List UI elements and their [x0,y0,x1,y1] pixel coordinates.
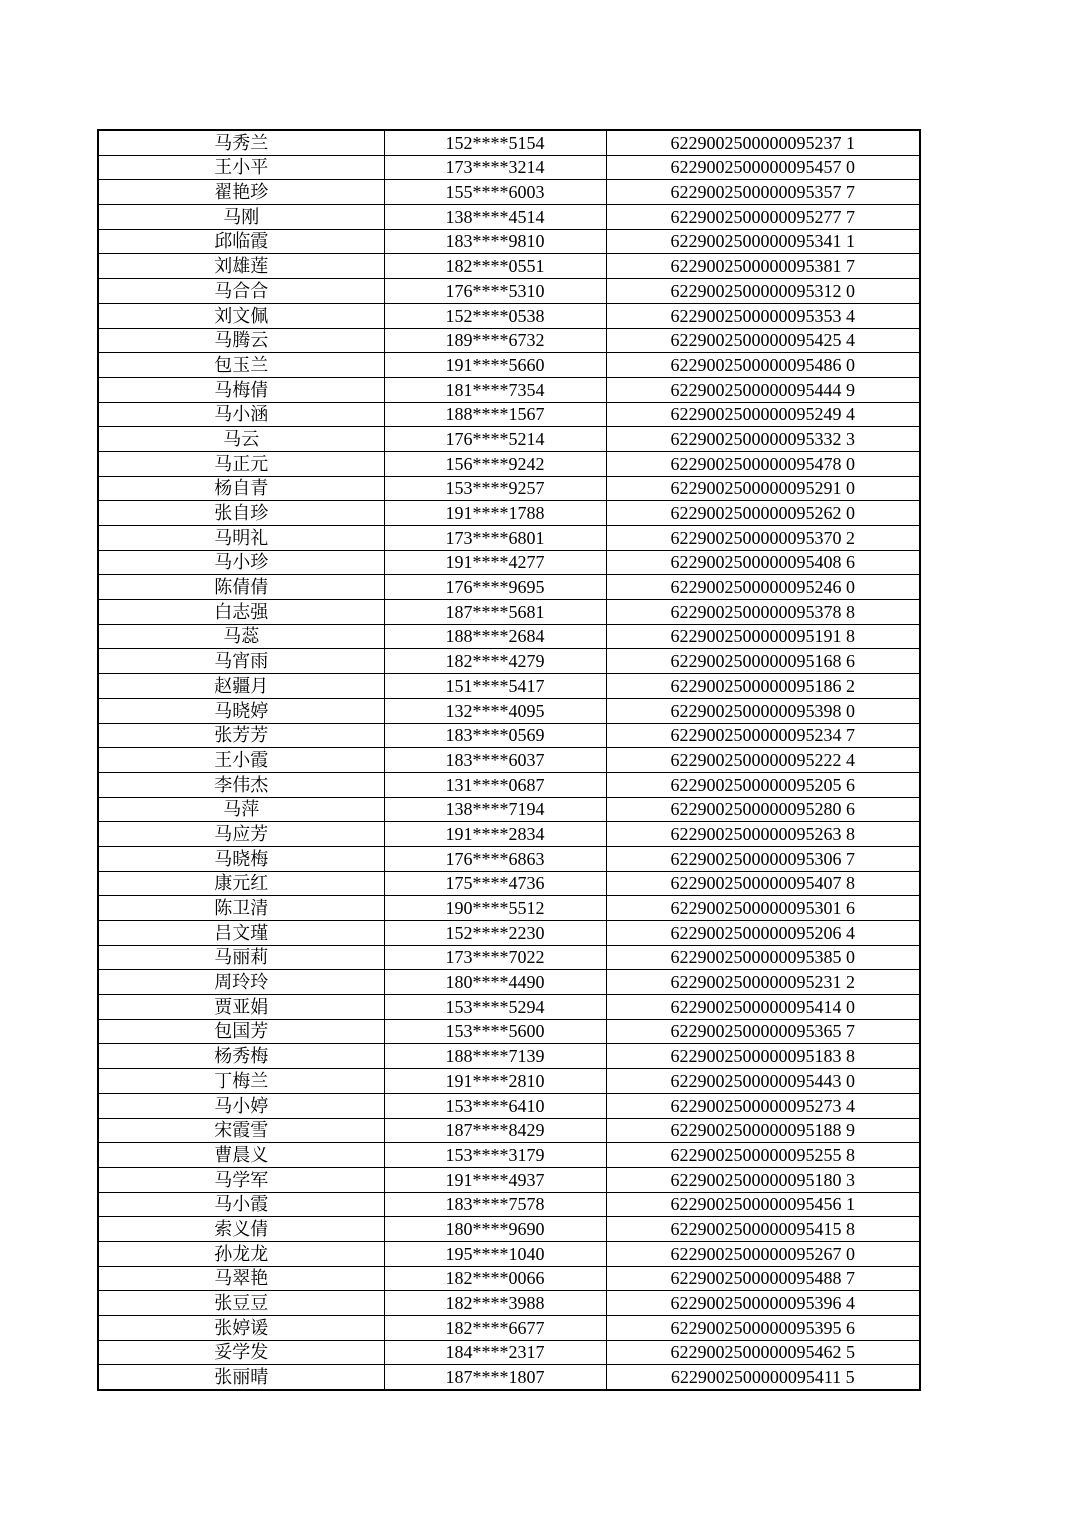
phone-cell: 187****5681 [384,600,606,625]
card-number-cell: 6229002500000095407 8 [606,871,920,896]
card-number-cell: 6229002500000095332 3 [606,427,920,452]
table-row [98,575,920,600]
table-row [98,402,920,427]
name-cell: 马合合 [98,279,384,304]
phone-cell: 191****1788 [384,501,606,526]
card-number-cell: 6229002500000095249 4 [606,402,920,427]
name-cell: 妥学发 [98,1340,384,1365]
table-row [98,1019,920,1044]
table-row [98,649,920,674]
table-row [98,970,920,995]
name-cell: 马翠艳 [98,1266,384,1291]
name-cell: 曹晨义 [98,1143,384,1168]
name-cell: 周玲玲 [98,970,384,995]
table-row [98,723,920,748]
phone-cell: 191****4277 [384,550,606,575]
card-number-cell: 6229002500000095205 6 [606,772,920,797]
table-row [98,600,920,625]
name-cell: 马小婷 [98,1093,384,1118]
name-cell: 赵疆月 [98,674,384,699]
phone-cell: 176****9695 [384,575,606,600]
name-cell: 马小霞 [98,1192,384,1217]
phone-cell: 182****6677 [384,1316,606,1341]
table-row [98,254,920,279]
name-cell: 马小珍 [98,550,384,575]
card-number-cell: 6229002500000095262 0 [606,501,920,526]
card-number-cell: 6229002500000095168 6 [606,649,920,674]
name-cell: 邱临霞 [98,229,384,254]
card-number-cell: 6229002500000095312 0 [606,279,920,304]
card-number-cell: 6229002500000095353 4 [606,303,920,328]
card-number-cell: 6229002500000095180 3 [606,1167,920,1192]
card-number-cell: 6229002500000095378 8 [606,600,920,625]
table-row [98,772,920,797]
name-cell: 王小霞 [98,748,384,773]
card-number-cell: 6229002500000095301 6 [606,896,920,921]
card-number-cell: 6229002500000095486 0 [606,353,920,378]
table-row [98,846,920,871]
name-cell: 马学军 [98,1167,384,1192]
name-cell: 马正元 [98,451,384,476]
phone-cell: 153****3179 [384,1143,606,1168]
table-row [98,674,920,699]
phone-cell: 187****1807 [384,1365,606,1390]
phone-cell: 183****7578 [384,1192,606,1217]
phone-cell: 152****0538 [384,303,606,328]
card-number-cell: 6229002500000095263 8 [606,822,920,847]
table-row [98,180,920,205]
card-number-cell: 6229002500000095255 8 [606,1143,920,1168]
phone-cell: 138****4514 [384,205,606,230]
table-row [98,476,920,501]
card-number-cell: 6229002500000095381 7 [606,254,920,279]
name-cell: 马云 [98,427,384,452]
name-cell: 包国芳 [98,1019,384,1044]
card-number-cell: 6229002500000095231 2 [606,970,920,995]
card-number-cell: 6229002500000095277 7 [606,205,920,230]
phone-cell: 190****5512 [384,896,606,921]
name-cell: 杨自青 [98,476,384,501]
card-number-cell: 6229002500000095385 0 [606,945,920,970]
table-row [98,945,920,970]
phone-cell: 152****2230 [384,921,606,946]
name-cell: 马萍 [98,797,384,822]
table-row [98,921,920,946]
card-number-cell: 6229002500000095291 0 [606,476,920,501]
table-row [98,748,920,773]
card-number-cell: 6229002500000095488 7 [606,1266,920,1291]
phone-cell: 180****9690 [384,1217,606,1242]
table-row [98,303,920,328]
name-cell: 丁梅兰 [98,1069,384,1094]
table-row [98,1340,920,1365]
table-row [98,1365,920,1390]
card-number-cell: 6229002500000095191 8 [606,624,920,649]
phone-cell: 183****6037 [384,748,606,773]
table-row [98,1143,920,1168]
card-number-cell: 6229002500000095414 0 [606,995,920,1020]
table-row [98,1217,920,1242]
phone-cell: 173****3214 [384,155,606,180]
card-number-cell: 6229002500000095341 1 [606,229,920,254]
phone-cell: 183****9810 [384,229,606,254]
card-number-cell: 6229002500000095222 4 [606,748,920,773]
card-number-cell: 6229002500000095457 0 [606,155,920,180]
phone-cell: 131****0687 [384,772,606,797]
table-row [98,896,920,921]
table-row [98,279,920,304]
card-number-cell: 6229002500000095425 4 [606,328,920,353]
phone-cell: 189****6732 [384,328,606,353]
table-row [98,1266,920,1291]
name-cell: 马小涵 [98,402,384,427]
phone-cell: 155****6003 [384,180,606,205]
table-row [98,328,920,353]
table-row [98,205,920,230]
phone-cell: 176****6863 [384,846,606,871]
phone-cell: 176****5214 [384,427,606,452]
card-number-cell: 6229002500000095357 7 [606,180,920,205]
card-number-cell: 6229002500000095306 7 [606,846,920,871]
card-number-cell: 6229002500000095411 5 [606,1365,920,1390]
phone-cell: 153****9257 [384,476,606,501]
card-number-cell: 6229002500000095273 4 [606,1093,920,1118]
card-number-cell: 6229002500000095267 0 [606,1241,920,1266]
table-row [98,698,920,723]
name-cell: 马刚 [98,205,384,230]
card-number-cell: 6229002500000095398 0 [606,698,920,723]
table-row [98,130,920,155]
phone-cell: 176****5310 [384,279,606,304]
name-cell: 张豆豆 [98,1291,384,1316]
phone-cell: 187****8429 [384,1118,606,1143]
name-cell: 马蕊 [98,624,384,649]
name-cell: 张丽晴 [98,1365,384,1390]
card-number-cell: 6229002500000095456 1 [606,1192,920,1217]
name-cell: 刘雄莲 [98,254,384,279]
name-cell: 陈倩倩 [98,575,384,600]
table-row [98,1069,920,1094]
table-row [98,427,920,452]
name-cell: 白志强 [98,600,384,625]
name-cell: 张婷谖 [98,1316,384,1341]
table-row [98,451,920,476]
table-row [98,1167,920,1192]
table-row [98,155,920,180]
phone-cell: 184****2317 [384,1340,606,1365]
table-row [98,871,920,896]
name-cell: 宋霞雪 [98,1118,384,1143]
card-number-cell: 6229002500000095408 6 [606,550,920,575]
roster-table [97,129,921,1391]
name-cell: 包玉兰 [98,353,384,378]
phone-cell: 156****9242 [384,451,606,476]
table-row [98,353,920,378]
table-row [98,1118,920,1143]
card-number-cell: 6229002500000095365 7 [606,1019,920,1044]
roster-table-body [98,130,920,1390]
phone-cell: 191****2810 [384,1069,606,1094]
card-number-cell: 6229002500000095186 2 [606,674,920,699]
table-row [98,822,920,847]
table-row [98,1291,920,1316]
table-row [98,797,920,822]
phone-cell: 182****3988 [384,1291,606,1316]
table-row [98,550,920,575]
phone-cell: 191****4937 [384,1167,606,1192]
name-cell: 马应芳 [98,822,384,847]
table-row [98,1093,920,1118]
phone-cell: 188****1567 [384,402,606,427]
name-cell: 康元红 [98,871,384,896]
phone-cell: 181****7354 [384,377,606,402]
card-number-cell: 6229002500000095443 0 [606,1069,920,1094]
name-cell: 陈卫清 [98,896,384,921]
card-number-cell: 6229002500000095183 8 [606,1044,920,1069]
card-number-cell: 6229002500000095370 2 [606,526,920,551]
name-cell: 李伟杰 [98,772,384,797]
table-row [98,1241,920,1266]
phone-cell: 182****4279 [384,649,606,674]
name-cell: 索义倩 [98,1217,384,1242]
name-cell: 马腾云 [98,328,384,353]
table-row [98,624,920,649]
card-number-cell: 6229002500000095188 9 [606,1118,920,1143]
card-number-cell: 6229002500000095462 5 [606,1340,920,1365]
name-cell: 贾亚娟 [98,995,384,1020]
card-number-cell: 6229002500000095395 6 [606,1316,920,1341]
card-number-cell: 6229002500000095444 9 [606,377,920,402]
phone-cell: 188****2684 [384,624,606,649]
table-row [98,229,920,254]
phone-cell: 173****6801 [384,526,606,551]
table-row [98,501,920,526]
phone-cell: 153****5294 [384,995,606,1020]
name-cell: 张自珍 [98,501,384,526]
name-cell: 马晓婷 [98,698,384,723]
name-cell: 王小平 [98,155,384,180]
phone-cell: 188****7139 [384,1044,606,1069]
card-number-cell: 6229002500000095246 0 [606,575,920,600]
phone-cell: 132****4095 [384,698,606,723]
phone-cell: 182****0551 [384,254,606,279]
name-cell: 马秀兰 [98,130,384,155]
table-row [98,526,920,551]
phone-cell: 180****4490 [384,970,606,995]
phone-cell: 175****4736 [384,871,606,896]
name-cell: 刘文佩 [98,303,384,328]
name-cell: 杨秀梅 [98,1044,384,1069]
card-number-cell: 6229002500000095415 8 [606,1217,920,1242]
phone-cell: 183****0569 [384,723,606,748]
phone-cell: 191****2834 [384,822,606,847]
table-row [98,377,920,402]
phone-cell: 195****1040 [384,1241,606,1266]
card-number-cell: 6229002500000095206 4 [606,921,920,946]
phone-cell: 152****5154 [384,130,606,155]
name-cell: 马晓梅 [98,846,384,871]
table-row [98,1044,920,1069]
phone-cell: 153****6410 [384,1093,606,1118]
name-cell: 马宵雨 [98,649,384,674]
card-number-cell: 6229002500000095478 0 [606,451,920,476]
card-number-cell: 6229002500000095280 6 [606,797,920,822]
table-row [98,1316,920,1341]
phone-cell: 153****5600 [384,1019,606,1044]
card-number-cell: 6229002500000095237 1 [606,130,920,155]
table-row [98,1192,920,1217]
table-row [98,995,920,1020]
name-cell: 马明礼 [98,526,384,551]
name-cell: 孙龙龙 [98,1241,384,1266]
phone-cell: 138****7194 [384,797,606,822]
name-cell: 马梅倩 [98,377,384,402]
name-cell: 翟艳珍 [98,180,384,205]
name-cell: 张芳芳 [98,723,384,748]
card-number-cell: 6229002500000095396 4 [606,1291,920,1316]
phone-cell: 151****5417 [384,674,606,699]
name-cell: 吕文瑾 [98,921,384,946]
phone-cell: 182****0066 [384,1266,606,1291]
name-cell: 马丽莉 [98,945,384,970]
phone-cell: 191****5660 [384,353,606,378]
card-number-cell: 6229002500000095234 7 [606,723,920,748]
phone-cell: 173****7022 [384,945,606,970]
